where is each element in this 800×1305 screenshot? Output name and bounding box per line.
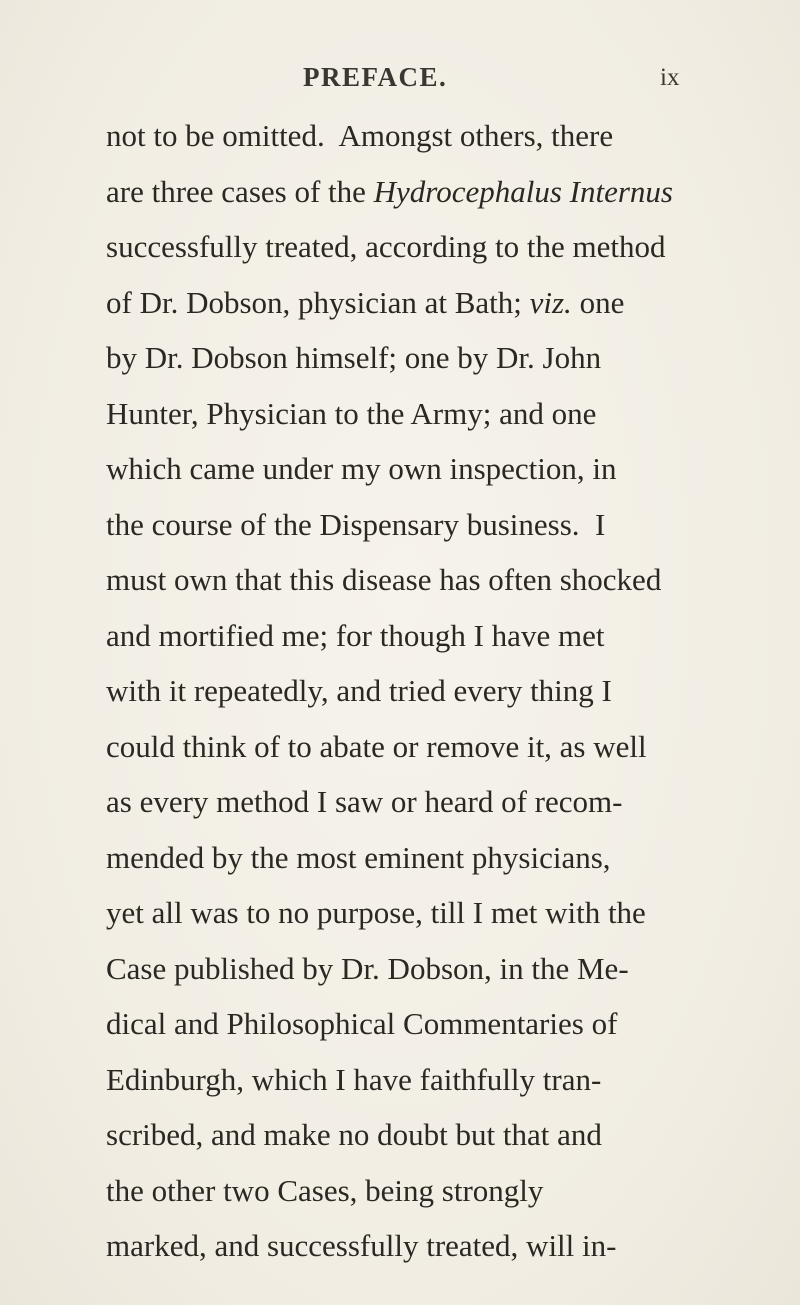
text-line: [106, 1052, 706, 1108]
text-line: [106, 219, 706, 275]
text-segment: must own that this disease has often shocked: [106, 562, 662, 597]
text-line: [106, 1163, 706, 1219]
text-segment: of Dr. Dobson, physician at Bath;: [106, 284, 530, 320]
italic-text: viz.: [529, 284, 572, 320]
text-line: [106, 330, 706, 386]
text-line: [106, 996, 706, 1052]
page-title: PREFACE.: [303, 62, 448, 92]
text-segment: dical and Philosophical Commentaries of: [106, 1006, 618, 1041]
text-segment: could think of to abate or remove it, as well: [106, 728, 647, 764]
text-segment: marked, and successfully treated, will in-: [106, 1228, 617, 1263]
text-line: [106, 1107, 706, 1163]
italic-text: Hydrocephalus Internus: [373, 173, 673, 209]
text-segment: as every method I saw or heard of recom-: [106, 784, 623, 819]
text-segment: yet all was to no purpose, till I met with the: [106, 895, 646, 930]
text-segment: Case published by Dr. Dobson, in the Me-: [106, 950, 629, 986]
text-segment: not to be omitted. Amongst others, there: [106, 118, 614, 153]
text-segment: by Dr. Dobson himself; one by Dr. John: [106, 340, 602, 375]
text-line: [106, 386, 706, 442]
text-line: [106, 885, 706, 941]
text-line: [106, 164, 706, 220]
text-segment: with it repeatedly, and tried every thing I: [106, 673, 612, 708]
text-line: [106, 1218, 706, 1274]
page-number: ix: [660, 64, 680, 91]
text-segment: the course of the Dispensary business. I: [106, 506, 606, 542]
body-text: [106, 108, 706, 1274]
text-segment: successfully treated, according to the method: [106, 229, 666, 264]
text-segment: mended by the most eminent physicians,: [106, 839, 611, 875]
text-line: [106, 497, 706, 553]
text-line: [106, 941, 706, 997]
text-segment: scribed, and make no doubt but that and: [106, 1117, 602, 1152]
text-segment: one: [571, 284, 625, 320]
text-line: [106, 108, 706, 164]
text-segment: which came under my own inspection, in: [106, 451, 617, 486]
text-segment: the other two Cases, being strongly: [106, 1172, 544, 1208]
text-line: [106, 830, 706, 886]
text-line: [106, 275, 706, 331]
text-segment: Edinburgh, which I have faithfully tran-: [106, 1061, 602, 1097]
text-line: [106, 441, 706, 497]
text-line: [106, 552, 706, 608]
text-segment: Hunter, Physician to the Army; and one: [106, 395, 597, 431]
text-line: [106, 719, 706, 775]
text-line: [106, 774, 706, 830]
text-segment: and mortified me; for though I have met: [106, 617, 605, 653]
text-line: [106, 608, 706, 664]
text-segment: are three cases of the: [106, 173, 374, 209]
text-line: [106, 663, 706, 719]
running-head: [0, 62, 800, 102]
